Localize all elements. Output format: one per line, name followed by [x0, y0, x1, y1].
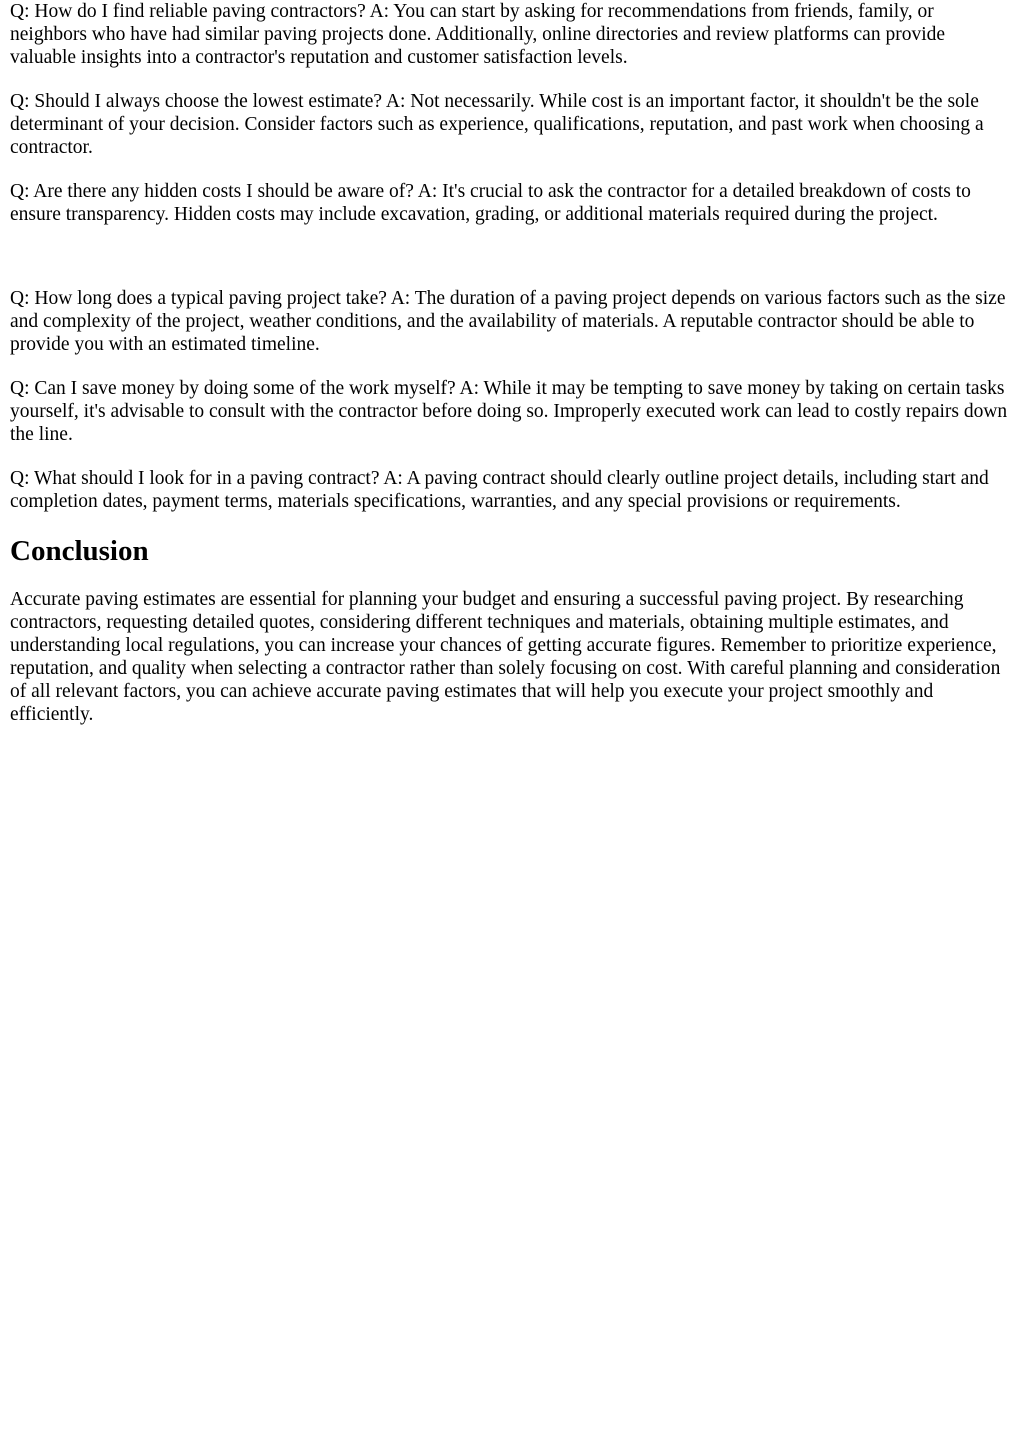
- faq-question: Q: How do I find reliable paving contractors?: [10, 1, 366, 22]
- faq-item-reliable-contractors: [10, 0, 1014, 69]
- faq-answer: A: While it may be tempting to save money by taking on certain tasks yourself, it's advisable to consult with the contractor before doing so. Improperly executed work can lead to costly repairs down the line.: [10, 378, 1008, 445]
- faq-item-diy-savings: [10, 377, 1014, 446]
- conclusion-paragraph: Accurate paving estimates are essential for planning your budget and ensuring a successful paving project. By researching contractors, requesting detailed quotes, considering different techniques and materials, obtaining multiple estimates, and understanding local regulations, you can increase your chances of getting accurate figures. Remember to prioritize experience, reputation, and quality when selecting a contractor rather than solely focusing on cost. With careful planning and consideration of all relevant factors, you can achieve accurate paving estimates that will help you execute your project smoothly and efficiently.: [10, 589, 1001, 725]
- faq-answer: A: Not necessarily. While cost is an important factor, it shouldn't be the sole determinant of your decision. Consider factors such as experience, qualifications, reputation, and past work when choosing a contractor.: [10, 91, 984, 158]
- faq-question: Q: Should I always choose the lowest estimate?: [10, 91, 383, 112]
- faq-answer: A: It's crucial to ask the contractor for a detailed breakdown of costs to ensure transparency. Hidden costs may include excavation, grading, or additional materials required during the project.: [10, 181, 971, 225]
- faq-question: Q: Can I save money by doing some of the work myself?: [10, 378, 456, 399]
- blank-spacer: [10, 247, 1014, 287]
- faq-item-lowest-estimate: [10, 90, 1014, 159]
- faq-answer: A: The duration of a paving project depends on various factors such as the size and complexity of the project, weather conditions, and the availability of materials. A reputable contractor should be able to provide you with an estimated timeline.: [10, 288, 1006, 355]
- faq-item-hidden-costs: [10, 180, 1014, 226]
- conclusion-heading: Conclusion: [10, 535, 149, 567]
- faq-question: Q: How long does a typical paving project take?: [10, 288, 387, 309]
- faq-item-paving-contract: [10, 467, 1014, 513]
- faq-answer: A: A paving contract should clearly outline project details, including start and completion dates, payment terms, materials specifications, warranties, and any special provisions or requirements.: [10, 468, 989, 512]
- faq-question: Q: What should I look for in a paving contract?: [10, 468, 380, 489]
- faq-item-project-duration: [10, 287, 1014, 356]
- faq-question: Q: Are there any hidden costs I should be aware of?: [10, 181, 414, 202]
- faq-answer: A: You can start by asking for recommendations from friends, family, or neighbors who have had similar paving projects done. Additionally, online directories and review platforms can provide valuable insights into a contractor's reputation and customer satisfaction levels.: [10, 1, 946, 68]
